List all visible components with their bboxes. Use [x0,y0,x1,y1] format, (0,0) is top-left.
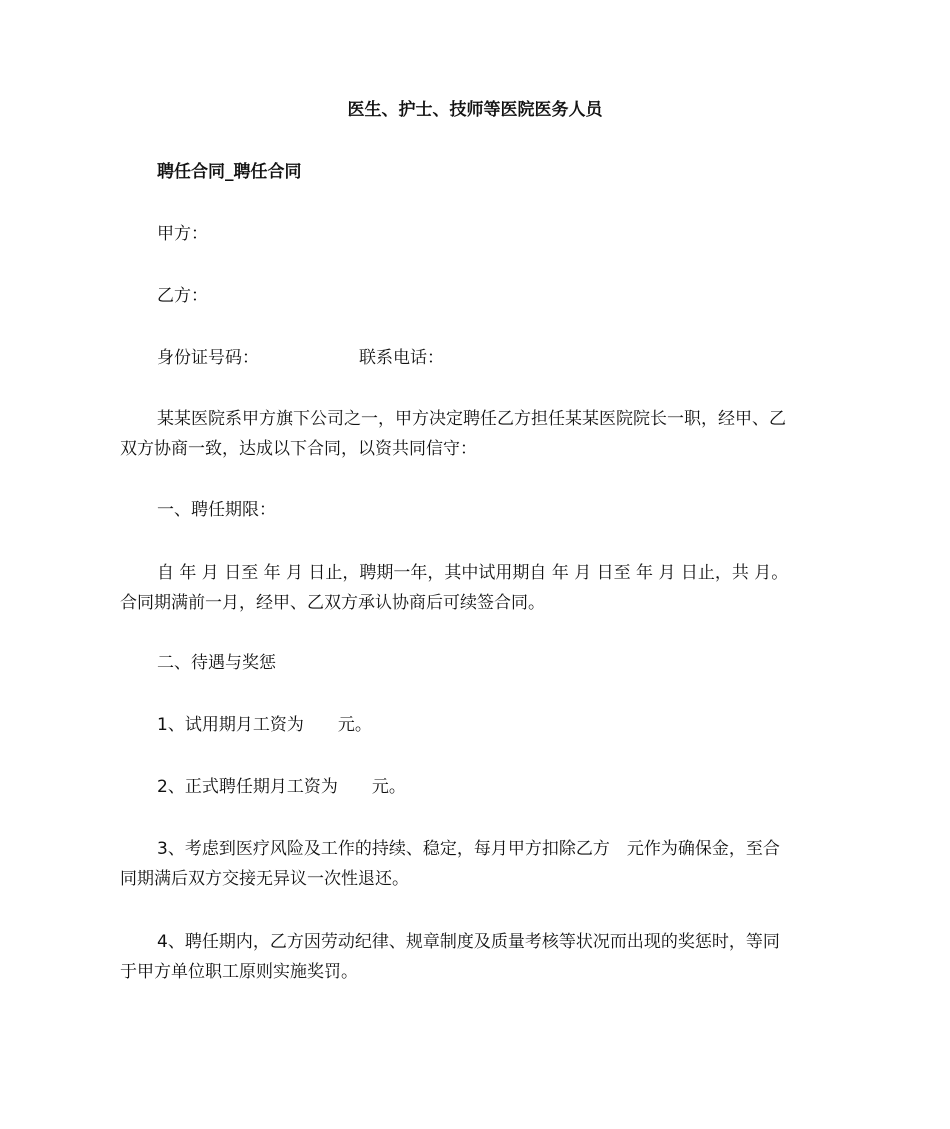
item-4 [120,927,832,987]
item-3 [120,834,832,894]
section-1-body [120,558,832,618]
item-1: 1、试用期月工资为 元。 [157,715,372,735]
id-number-label: 身份证号码： [157,348,259,368]
item-2: 2、正式聘任期月工资为 元。 [157,777,406,797]
item-4-line-1: 4、聘任期内，乙方因劳动纪律、规章制度及质量考核等状况而出现的奖惩时，等同 [157,932,780,952]
party-b-label: 乙方： [157,286,208,306]
section-1-heading: 一、聘任期限： [157,500,276,520]
intro-line-2: 双方协商一致，达成以下合同，以资共同信守： [120,439,477,459]
phone-label: 联系电话： [359,348,444,368]
intro-line-1: 某某医院系甲方旗下公司之一，甲方决定聘任乙方担任某某医院院长一职，经甲、乙 [157,409,786,429]
item-3-line-2: 同期满后双方交接无异议一次性退还。 [120,869,409,889]
item-4-line-2: 于甲方单位职工原则实施奖罚。 [120,962,358,982]
intro-paragraph [120,404,832,464]
document-subtitle: 聘任合同_聘任合同 [157,162,302,182]
section-1-line-2: 合同期满前一月，经甲、乙双方承认协商后可续签合同。 [120,593,545,613]
section-2-heading: 二、待遇与奖惩 [157,653,276,673]
section-1-line-1: 自 年 月 日至 年 月 日止，聘期一年，其中试用期自 年 月 日至 年 月 日止，共 月。 [157,563,789,583]
party-a-label: 甲方： [157,224,208,244]
item-3-line-1: 3、考虑到医疗风险及工作的持续、稳定，每月甲方扣除乙方 元作为确保金，至合 [157,839,780,859]
id-phone-line [157,346,444,370]
document-title: 医生、护士、技师等医院医务人员 [347,100,603,120]
